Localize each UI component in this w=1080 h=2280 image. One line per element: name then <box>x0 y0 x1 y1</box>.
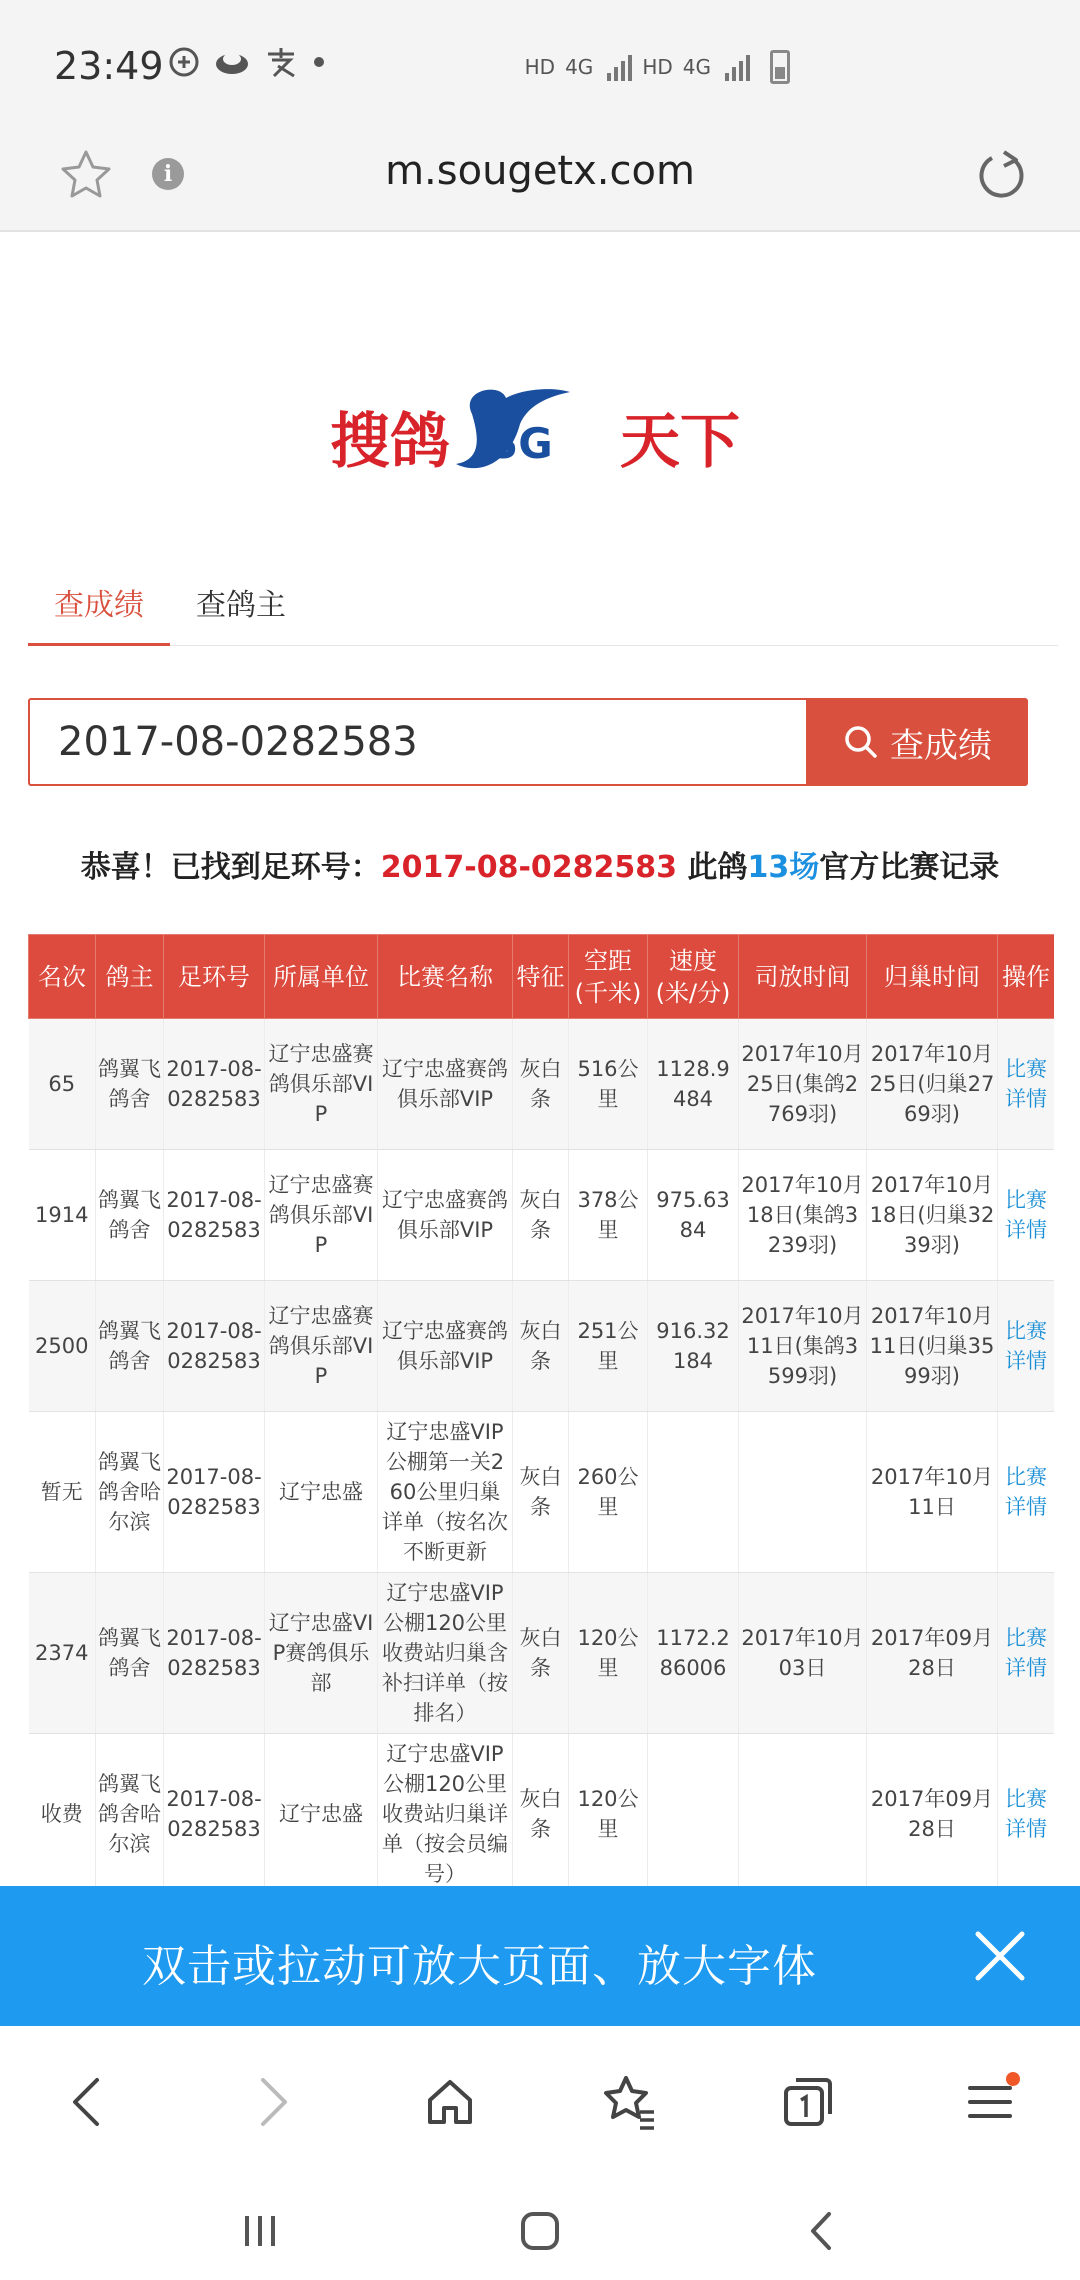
result-count: 13场 <box>747 850 820 885</box>
zoom-hint-text: 双击或拉动可放大页面、放大字体 <box>142 1941 817 1992</box>
forward-button[interactable] <box>232 2062 312 2142</box>
cell-return-time: 2017年10月11日(归巢3599羽) <box>867 1281 998 1412</box>
cell-race: 辽宁忠盛VIP公棚120公里收费站归巢含补扫详单（按排名） <box>378 1573 513 1734</box>
cell-race: 辽宁忠盛赛鸽俱乐部VIP <box>378 1150 513 1281</box>
cell-feature: 灰白条 <box>513 1281 569 1412</box>
cell-rank: 2374 <box>29 1573 96 1734</box>
result-middle: 此鸽 <box>677 850 748 885</box>
cell-rank: 暂无 <box>29 1412 96 1573</box>
header-rank: 名次 <box>29 935 96 1019</box>
status-right-icons <box>525 50 790 84</box>
search-button-label: 查成绩 <box>890 725 992 766</box>
cell-return-time: 2017年10月25日(归巢2769羽) <box>867 1019 998 1150</box>
url-text[interactable]: m.sougetx.com <box>385 148 695 194</box>
cell-distance: 251公里 <box>569 1281 648 1412</box>
back-chevron-icon <box>797 2206 847 2256</box>
cell-ring: 2017-08-0282583 <box>164 1150 265 1281</box>
header-club: 所属单位 <box>265 935 378 1019</box>
home-icon <box>422 2074 478 2130</box>
cell-ring: 2017-08-0282583 <box>164 1412 265 1573</box>
home-square-icon <box>515 2206 565 2256</box>
cell-release-time: 2017年10月18日(集鸽3239羽) <box>739 1150 867 1281</box>
cell-owner: 鸽翼飞鸽舍 <box>96 1150 164 1281</box>
cell-owner: 鸽翼飞鸽舍 <box>96 1573 164 1734</box>
cell-ring: 2017-08-0282583 <box>164 1281 265 1412</box>
cell-feature: 灰白条 <box>513 1412 569 1573</box>
result-prefix: 恭喜！已找到足环号： <box>80 850 381 885</box>
back-arrow-icon <box>63 2072 113 2132</box>
hd-label: HD <box>524 55 556 79</box>
cell-release-time: 2017年10月03日 <box>739 1573 867 1734</box>
table-header-row <box>29 935 1055 1019</box>
status-left-icons <box>168 46 326 78</box>
cell-speed: 975.6384 <box>648 1150 739 1281</box>
cell-distance: 120公里 <box>569 1734 648 1887</box>
cell-race: 辽宁忠盛赛鸽俱乐部VIP <box>378 1281 513 1412</box>
result-suffix: 官方比赛记录 <box>819 850 1000 885</box>
race-details-link[interactable]: 比赛详情 <box>998 1412 1055 1573</box>
cell-owner: 鸽翼飞鸽舍哈尔滨 <box>96 1734 164 1887</box>
header-ring: 足环号 <box>164 935 265 1019</box>
results-table-container <box>28 934 1054 1886</box>
zoom-hint-banner <box>0 1886 1080 2026</box>
signal-icon-2 <box>725 53 750 81</box>
url-bar <box>0 130 1080 232</box>
cell-distance: 378公里 <box>569 1150 648 1281</box>
status-bar <box>0 0 1080 130</box>
table-row <box>29 1019 1055 1150</box>
table-row <box>29 1281 1055 1412</box>
cell-return-time: 2017年09月28日 <box>867 1573 998 1734</box>
cell-race: 辽宁忠盛VIP公棚第一关260公里归巢详单（按名次不断更新 <box>378 1412 513 1573</box>
cell-owner: 鸽翼飞鸽舍 <box>96 1019 164 1150</box>
cell-speed: 1128.9484 <box>648 1019 739 1150</box>
race-details-link[interactable]: 比赛详情 <box>998 1281 1055 1412</box>
battery-icon <box>770 50 790 84</box>
cell-ring: 2017-08-0282583 <box>164 1573 265 1734</box>
table-row <box>29 1573 1055 1734</box>
results-table <box>28 934 1054 1886</box>
bookmarks-button[interactable] <box>590 2062 670 2142</box>
network-type-2: 4G <box>682 55 711 79</box>
header-return-time: 归巢时间 <box>867 935 998 1019</box>
cell-speed <box>648 1412 739 1573</box>
race-details-link[interactable]: 比赛详情 <box>998 1734 1055 1887</box>
cell-speed <box>648 1734 739 1887</box>
cell-club: 辽宁忠盛 <box>265 1734 378 1887</box>
cell-return-time: 2017年09月28日 <box>867 1734 998 1887</box>
cell-rank: 2500 <box>29 1281 96 1412</box>
cell-speed: 916.32184 <box>648 1281 739 1412</box>
notification-dot <box>1006 2072 1020 2086</box>
recents-icon <box>235 2206 285 2256</box>
cell-return-time: 2017年10月18日(归巢3239羽) <box>867 1150 998 1281</box>
menu-button[interactable] <box>950 2062 1030 2142</box>
cell-distance: 120公里 <box>569 1573 648 1734</box>
cell-ring: 2017-08-0282583 <box>164 1734 265 1887</box>
cell-race: 辽宁忠盛赛鸽俱乐部VIP <box>378 1019 513 1150</box>
table-row <box>29 1412 1055 1573</box>
cell-release-time: 2017年10月25日(集鸽2769羽) <box>739 1019 867 1150</box>
header-race: 比赛名称 <box>378 935 513 1019</box>
header-speed: 速度(米/分) <box>648 935 739 1019</box>
cell-distance: 516公里 <box>569 1019 648 1150</box>
tabs-count-icon <box>778 2072 838 2132</box>
race-details-link[interactable]: 比赛详情 <box>998 1573 1055 1734</box>
cell-club: 辽宁忠盛VIP赛鸽俱乐部 <box>265 1573 378 1734</box>
header-action: 操作 <box>998 935 1055 1019</box>
table-row <box>29 1734 1055 1887</box>
cell-release-time <box>739 1734 867 1887</box>
search-icon <box>842 723 880 761</box>
tab-owner[interactable]: 查鸽主 <box>196 588 286 623</box>
logo-text-mid: SG <box>488 419 553 468</box>
race-details-link[interactable]: 比赛详情 <box>998 1019 1055 1150</box>
status-time: 23:49 <box>54 44 164 88</box>
cell-feature: 灰白条 <box>513 1150 569 1281</box>
cell-return-time: 2017年10月11日 <box>867 1412 998 1573</box>
alipay-icon <box>264 46 298 78</box>
search-input[interactable] <box>30 700 806 784</box>
browser-toolbar <box>0 2026 1080 2176</box>
logo-text-left: 搜鸽 <box>330 407 450 477</box>
cell-club: 辽宁忠盛赛鸽俱乐部VIP <box>265 1150 378 1281</box>
recent-apps-button[interactable] <box>220 2196 300 2266</box>
forward-arrow-icon <box>247 2072 297 2132</box>
signal-icon <box>607 53 632 81</box>
cell-owner: 鸽翼飞鸽舍哈尔滨 <box>96 1412 164 1573</box>
reload-icon[interactable] <box>970 146 1030 206</box>
tabs-button[interactable] <box>768 2062 848 2142</box>
back-button[interactable] <box>48 2062 128 2142</box>
cell-release-time <box>739 1412 867 1573</box>
back-nav-button[interactable] <box>782 2196 862 2266</box>
cell-distance: 260公里 <box>569 1412 648 1573</box>
header-release-time: 司放时间 <box>739 935 867 1019</box>
cell-club: 辽宁忠盛赛鸽俱乐部VIP <box>265 1281 378 1412</box>
site-info-icon[interactable]: i <box>152 158 184 190</box>
cell-feature: 灰白条 <box>513 1573 569 1734</box>
close-icon[interactable] <box>968 1924 1032 1988</box>
cell-owner: 鸽翼飞鸽舍 <box>96 1281 164 1412</box>
race-details-link[interactable]: 比赛详情 <box>998 1150 1055 1281</box>
dot-icon <box>312 55 326 69</box>
cell-feature: 灰白条 <box>513 1019 569 1150</box>
logo-text-right: 天下 <box>620 407 740 477</box>
cell-release-time: 2017年10月11日(集鸽3599羽) <box>739 1281 867 1412</box>
cell-rank: 1914 <box>29 1150 96 1281</box>
home-nav-button[interactable] <box>500 2196 580 2266</box>
cell-club: 辽宁忠盛 <box>265 1412 378 1573</box>
cell-feature: 灰白条 <box>513 1734 569 1887</box>
notification-app-icon <box>168 46 200 78</box>
search-box <box>28 698 806 786</box>
tab-bar <box>28 570 1058 646</box>
site-logo <box>330 380 750 490</box>
cell-ring: 2017-08-0282583 <box>164 1019 265 1150</box>
result-ring-number: 2017-08-0282583 <box>380 850 678 885</box>
header-distance: 空距(千米) <box>569 935 648 1019</box>
hd-label-2: HD <box>642 55 673 79</box>
search-button[interactable] <box>806 698 1028 786</box>
star-list-icon <box>600 2072 660 2132</box>
tab-results[interactable]: 查成绩 <box>28 570 170 646</box>
cell-rank: 收费 <box>29 1734 96 1887</box>
result-summary <box>0 842 1080 886</box>
header-feature: 特征 <box>513 935 569 1019</box>
table-row <box>29 1150 1055 1281</box>
cell-rank: 65 <box>29 1019 96 1150</box>
cell-speed: 1172.286006 <box>648 1573 739 1734</box>
cell-race: 辽宁忠盛VIP公棚120公里收费站归巢详单（按会员编号） <box>378 1734 513 1887</box>
home-button[interactable] <box>410 2062 490 2142</box>
cell-club: 辽宁忠盛赛鸽俱乐部VIP <box>265 1019 378 1150</box>
system-nav-bar <box>0 2176 1080 2280</box>
header-owner: 鸽主 <box>96 935 164 1019</box>
network-type: 4G <box>565 55 594 79</box>
cloud-icon <box>214 47 250 77</box>
